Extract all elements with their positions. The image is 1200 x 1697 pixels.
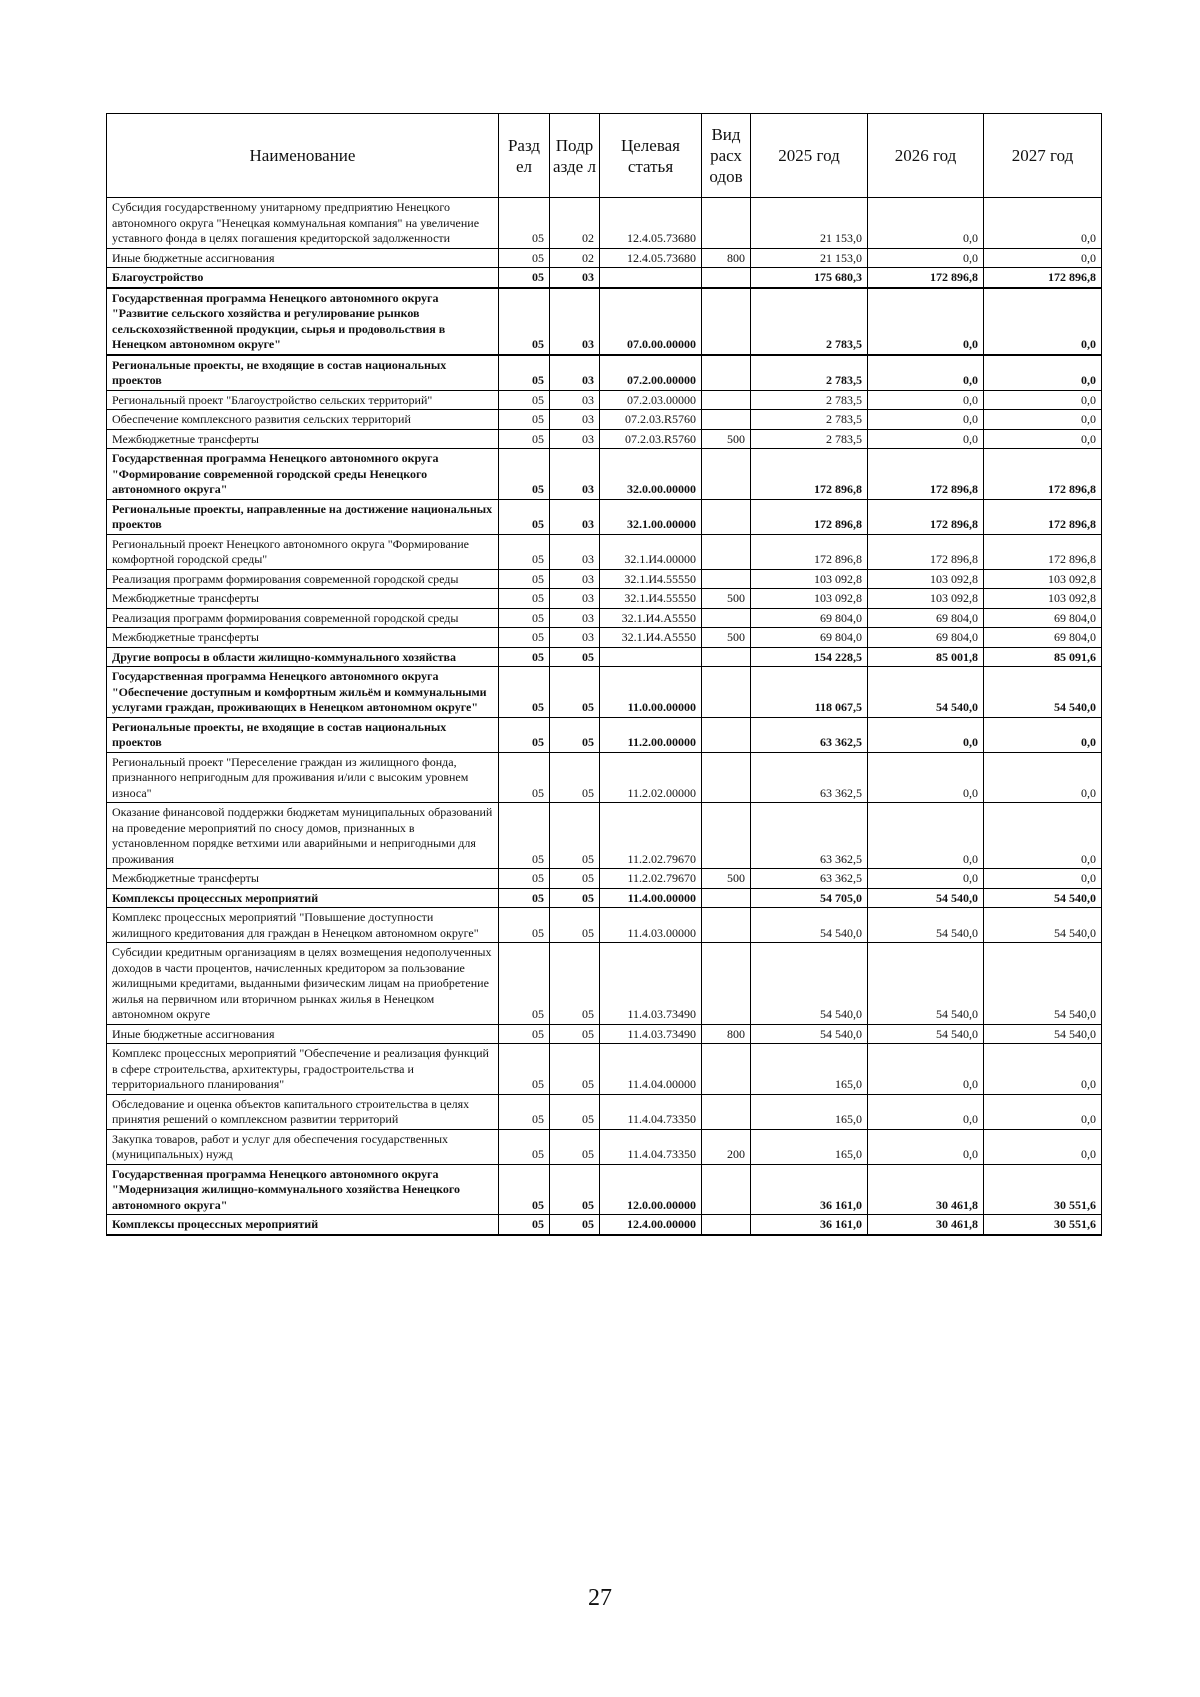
row-vr — [702, 717, 751, 752]
row-razdel: 05 — [499, 1164, 550, 1215]
row-podrazdel: 05 — [550, 667, 600, 718]
row-csr: 12.4.05.73680 — [600, 248, 702, 268]
table-row — [107, 499, 1102, 534]
row-amount-2027: 103 092,8 — [984, 569, 1102, 589]
row-amount-2026: 0,0 — [868, 355, 984, 391]
row-vr — [702, 1164, 751, 1215]
row-csr: 07.0.00.00000 — [600, 288, 702, 355]
row-podrazdel: 03 — [550, 628, 600, 648]
row-amount-2027: 54 540,0 — [984, 908, 1102, 943]
row-amount-2027: 0,0 — [984, 288, 1102, 355]
col-header-2027: 2027 год — [984, 114, 1102, 198]
table-row — [107, 288, 1102, 355]
row-podrazdel: 03 — [550, 589, 600, 609]
row-amount-2026: 69 804,0 — [868, 608, 984, 628]
row-razdel: 05 — [499, 268, 550, 288]
table-body — [107, 198, 1102, 1235]
row-name: Комплексы процессных мероприятий — [107, 888, 499, 908]
row-amount-2027: 0,0 — [984, 390, 1102, 410]
row-amount-2027: 69 804,0 — [984, 628, 1102, 648]
row-name: Межбюджетные трансферты — [107, 869, 499, 889]
table-row — [107, 869, 1102, 889]
row-podrazdel: 05 — [550, 1024, 600, 1044]
row-vr: 500 — [702, 589, 751, 609]
row-razdel: 05 — [499, 449, 550, 500]
row-csr: 32.1.И4.А5550 — [600, 628, 702, 648]
row-amount-2027: 54 540,0 — [984, 943, 1102, 1025]
row-podrazdel: 03 — [550, 499, 600, 534]
row-amount-2027: 0,0 — [984, 355, 1102, 391]
row-vr: 500 — [702, 628, 751, 648]
row-razdel: 05 — [499, 410, 550, 430]
row-podrazdel: 05 — [550, 752, 600, 803]
row-vr — [702, 803, 751, 869]
row-razdel: 05 — [499, 288, 550, 355]
row-podrazdel: 05 — [550, 1164, 600, 1215]
row-name: Обеспечение комплексного развития сельских территорий — [107, 410, 499, 430]
row-amount-2027: 103 092,8 — [984, 589, 1102, 609]
row-razdel: 05 — [499, 888, 550, 908]
table-row — [107, 1215, 1102, 1235]
table-row — [107, 628, 1102, 648]
row-amount-2026: 0,0 — [868, 410, 984, 430]
row-podrazdel: 03 — [550, 534, 600, 569]
row-amount-2026: 30 461,8 — [868, 1215, 984, 1235]
table-header-row — [107, 114, 1102, 198]
row-amount-2025: 69 804,0 — [751, 608, 868, 628]
row-csr: 32.1.И4.00000 — [600, 534, 702, 569]
col-header-podrazdel: Подр азде л — [550, 114, 600, 198]
row-csr: 11.4.03.00000 — [600, 908, 702, 943]
table-row — [107, 943, 1102, 1025]
row-amount-2027: 0,0 — [984, 1094, 1102, 1129]
row-name: Межбюджетные трансферты — [107, 589, 499, 609]
row-podrazdel: 05 — [550, 803, 600, 869]
row-amount-2026: 172 896,8 — [868, 499, 984, 534]
row-amount-2026: 172 896,8 — [868, 268, 984, 288]
table-row — [107, 803, 1102, 869]
row-vr — [702, 1094, 751, 1129]
row-podrazdel: 03 — [550, 390, 600, 410]
row-razdel: 05 — [499, 355, 550, 391]
row-vr — [702, 943, 751, 1025]
row-amount-2027: 0,0 — [984, 1129, 1102, 1164]
row-csr: 07.2.03.00000 — [600, 390, 702, 410]
col-header-csr: Целевая статья — [600, 114, 702, 198]
row-csr: 32.1.И4.55550 — [600, 589, 702, 609]
row-vr — [702, 499, 751, 534]
row-razdel: 05 — [499, 667, 550, 718]
col-header-name: Наименование — [107, 114, 499, 198]
table-row — [107, 888, 1102, 908]
row-csr: 11.4.03.73490 — [600, 943, 702, 1025]
row-amount-2025: 2 783,5 — [751, 390, 868, 410]
row-csr: 32.1.И4.А5550 — [600, 608, 702, 628]
row-amount-2026: 0,0 — [868, 717, 984, 752]
row-razdel: 05 — [499, 803, 550, 869]
row-razdel: 05 — [499, 1024, 550, 1044]
row-name: Межбюджетные трансферты — [107, 628, 499, 648]
row-vr — [702, 390, 751, 410]
row-amount-2025: 36 161,0 — [751, 1164, 868, 1215]
row-name: Комплекс процессных мероприятий "Повышение доступности жилищного кредитования для граждан в Ненецком автономном округе" — [107, 908, 499, 943]
row-name: Комплекс процессных мероприятий "Обеспечение и реализация функций в сфере строительства, архитектуры, градостроительства и территориального планирования" — [107, 1044, 499, 1095]
table-row — [107, 390, 1102, 410]
row-amount-2025: 172 896,8 — [751, 449, 868, 500]
row-podrazdel: 05 — [550, 908, 600, 943]
row-podrazdel: 03 — [550, 429, 600, 449]
row-amount-2026: 0,0 — [868, 1044, 984, 1095]
row-razdel: 05 — [499, 943, 550, 1025]
row-podrazdel: 05 — [550, 888, 600, 908]
row-vr — [702, 569, 751, 589]
row-amount-2026: 54 540,0 — [868, 1024, 984, 1044]
row-vr — [702, 608, 751, 628]
row-amount-2027: 30 551,6 — [984, 1164, 1102, 1215]
row-vr — [702, 888, 751, 908]
row-amount-2025: 103 092,8 — [751, 569, 868, 589]
row-razdel: 05 — [499, 647, 550, 667]
row-csr: 11.2.02.00000 — [600, 752, 702, 803]
row-csr: 32.1.И4.55550 — [600, 569, 702, 589]
table-row — [107, 1129, 1102, 1164]
row-amount-2025: 165,0 — [751, 1044, 868, 1095]
row-razdel: 05 — [499, 869, 550, 889]
row-amount-2027: 54 540,0 — [984, 888, 1102, 908]
row-name: Государственная программа Ненецкого автономного округа "Формирование современной городской среды Ненецкого автономного округа" — [107, 449, 499, 500]
row-podrazdel: 05 — [550, 1129, 600, 1164]
row-csr: 11.4.03.73490 — [600, 1024, 702, 1044]
row-vr — [702, 667, 751, 718]
row-name: Благоустройство — [107, 268, 499, 288]
table-row — [107, 449, 1102, 500]
row-csr: 11.4.04.73350 — [600, 1094, 702, 1129]
row-amount-2026: 103 092,8 — [868, 569, 984, 589]
row-name: Оказание финансовой поддержки бюджетам муниципальных образований на проведение мероприятий по сносу домов, признанных в установленном порядке ветхими или аварийными и непригодными для проживания — [107, 803, 499, 869]
row-razdel: 05 — [499, 248, 550, 268]
table-row — [107, 429, 1102, 449]
table-row — [107, 589, 1102, 609]
row-podrazdel: 05 — [550, 1215, 600, 1235]
row-name: Иные бюджетные ассигнования — [107, 1024, 499, 1044]
row-amount-2025: 36 161,0 — [751, 1215, 868, 1235]
row-vr: 800 — [702, 1024, 751, 1044]
row-podrazdel: 05 — [550, 717, 600, 752]
row-razdel: 05 — [499, 1215, 550, 1235]
row-amount-2025: 172 896,8 — [751, 499, 868, 534]
table-row — [107, 647, 1102, 667]
row-podrazdel: 02 — [550, 248, 600, 268]
row-amount-2026: 0,0 — [868, 288, 984, 355]
row-amount-2026: 0,0 — [868, 752, 984, 803]
row-amount-2025: 54 540,0 — [751, 1024, 868, 1044]
row-podrazdel: 05 — [550, 1044, 600, 1095]
row-amount-2025: 154 228,5 — [751, 647, 868, 667]
row-amount-2026: 0,0 — [868, 429, 984, 449]
row-vr — [702, 752, 751, 803]
row-podrazdel: 03 — [550, 410, 600, 430]
row-amount-2026: 0,0 — [868, 390, 984, 410]
row-podrazdel: 05 — [550, 869, 600, 889]
row-podrazdel: 02 — [550, 198, 600, 249]
row-amount-2025: 165,0 — [751, 1094, 868, 1129]
row-amount-2027: 172 896,8 — [984, 534, 1102, 569]
row-razdel: 05 — [499, 628, 550, 648]
col-header-vr: Вид расх одов — [702, 114, 751, 198]
table-row — [107, 248, 1102, 268]
row-amount-2026: 54 540,0 — [868, 888, 984, 908]
row-amount-2027: 0,0 — [984, 717, 1102, 752]
row-csr: 11.2.02.79670 — [600, 869, 702, 889]
table-row — [107, 608, 1102, 628]
row-csr: 07.2.03.R5760 — [600, 429, 702, 449]
col-header-2025: 2025 год — [751, 114, 868, 198]
row-amount-2025: 69 804,0 — [751, 628, 868, 648]
table-row — [107, 198, 1102, 249]
table-row — [107, 268, 1102, 288]
page-number: 27 — [588, 1585, 612, 1611]
row-csr: 12.4.05.73680 — [600, 198, 702, 249]
row-amount-2025: 63 362,5 — [751, 869, 868, 889]
row-amount-2027: 0,0 — [984, 752, 1102, 803]
budget-table — [106, 113, 1102, 1236]
row-podrazdel: 03 — [550, 569, 600, 589]
row-name: Региональные проекты, направленные на достижение национальных проектов — [107, 499, 499, 534]
table-row — [107, 717, 1102, 752]
row-razdel: 05 — [499, 589, 550, 609]
row-vr — [702, 198, 751, 249]
row-razdel: 05 — [499, 534, 550, 569]
row-amount-2027: 85 091,6 — [984, 647, 1102, 667]
col-header-razdel: Разд ел — [499, 114, 550, 198]
row-name: Реализация программ формирования современной городской среды — [107, 608, 499, 628]
row-csr: 11.4.04.73350 — [600, 1129, 702, 1164]
row-vr — [702, 1044, 751, 1095]
row-amount-2025: 63 362,5 — [751, 803, 868, 869]
row-amount-2026: 172 896,8 — [868, 449, 984, 500]
row-name: Другие вопросы в области жилищно-коммунального хозяйства — [107, 647, 499, 667]
table-row — [107, 752, 1102, 803]
row-name: Комплексы процессных мероприятий — [107, 1215, 499, 1235]
row-csr: 12.0.00.00000 — [600, 1164, 702, 1215]
row-amount-2027: 0,0 — [984, 429, 1102, 449]
row-csr: 32.1.00.00000 — [600, 499, 702, 534]
row-amount-2027: 172 896,8 — [984, 449, 1102, 500]
row-csr — [600, 268, 702, 288]
row-vr — [702, 449, 751, 500]
row-vr — [702, 534, 751, 569]
row-amount-2026: 0,0 — [868, 248, 984, 268]
row-amount-2026: 54 540,0 — [868, 908, 984, 943]
row-amount-2027: 172 896,8 — [984, 499, 1102, 534]
row-amount-2026: 54 540,0 — [868, 667, 984, 718]
row-amount-2027: 69 804,0 — [984, 608, 1102, 628]
row-amount-2025: 172 896,8 — [751, 534, 868, 569]
row-razdel: 05 — [499, 1094, 550, 1129]
row-vr — [702, 647, 751, 667]
row-amount-2027: 30 551,6 — [984, 1215, 1102, 1235]
row-razdel: 05 — [499, 390, 550, 410]
row-podrazdel: 03 — [550, 355, 600, 391]
row-amount-2027: 0,0 — [984, 410, 1102, 430]
row-amount-2025: 2 783,5 — [751, 288, 868, 355]
table-row — [107, 1164, 1102, 1215]
row-name: Иные бюджетные ассигнования — [107, 248, 499, 268]
row-razdel: 05 — [499, 752, 550, 803]
row-amount-2025: 165,0 — [751, 1129, 868, 1164]
row-amount-2025: 54 540,0 — [751, 908, 868, 943]
row-name: Государственная программа Ненецкого автономного округа "Обеспечение доступным и комфортным жильём и коммунальными услугами граждан, проживающих в Ненецком автономном округе" — [107, 667, 499, 718]
row-name: Региональные проекты, не входящие в состав национальных проектов — [107, 717, 499, 752]
row-amount-2025: 2 783,5 — [751, 410, 868, 430]
row-amount-2026: 0,0 — [868, 803, 984, 869]
row-razdel: 05 — [499, 569, 550, 589]
row-razdel: 05 — [499, 908, 550, 943]
row-name: Государственная программа Ненецкого автономного округа "Модернизация жилищно-коммунального хозяйства Ненецкого автономного округа" — [107, 1164, 499, 1215]
row-vr — [702, 908, 751, 943]
col-header-2026: 2026 год — [868, 114, 984, 198]
row-podrazdel: 03 — [550, 268, 600, 288]
row-name: Региональные проекты, не входящие в состав национальных проектов — [107, 355, 499, 391]
row-razdel: 05 — [499, 717, 550, 752]
row-amount-2026: 30 461,8 — [868, 1164, 984, 1215]
row-amount-2027: 0,0 — [984, 248, 1102, 268]
table-row — [107, 667, 1102, 718]
row-amount-2025: 54 705,0 — [751, 888, 868, 908]
row-name: Обследование и оценка объектов капитального строительства в целях принятия решений о комплексном развитии территорий — [107, 1094, 499, 1129]
row-name: Субсидия государственному унитарному предприятию Ненецкого автономного округа "Ненецкая коммунальная компания" на увеличение уставного фонда в целях погашения кредиторской задолженности — [107, 198, 499, 249]
row-vr: 500 — [702, 869, 751, 889]
row-amount-2026: 0,0 — [868, 1094, 984, 1129]
row-amount-2027: 54 540,0 — [984, 1024, 1102, 1044]
row-amount-2025: 54 540,0 — [751, 943, 868, 1025]
table-row — [107, 569, 1102, 589]
row-amount-2026: 0,0 — [868, 198, 984, 249]
row-vr — [702, 268, 751, 288]
row-amount-2025: 21 153,0 — [751, 198, 868, 249]
row-csr: 12.4.00.00000 — [600, 1215, 702, 1235]
row-name: Региональный проект Ненецкого автономного округа "Формирование комфортной городской среды" — [107, 534, 499, 569]
row-csr: 11.2.02.79670 — [600, 803, 702, 869]
row-amount-2025: 118 067,5 — [751, 667, 868, 718]
row-razdel: 05 — [499, 608, 550, 628]
row-razdel: 05 — [499, 198, 550, 249]
row-amount-2025: 2 783,5 — [751, 355, 868, 391]
row-amount-2025: 103 092,8 — [751, 589, 868, 609]
row-csr: 11.0.00.00000 — [600, 667, 702, 718]
row-amount-2027: 0,0 — [984, 869, 1102, 889]
row-amount-2026: 0,0 — [868, 869, 984, 889]
row-csr: 11.2.00.00000 — [600, 717, 702, 752]
row-amount-2026: 0,0 — [868, 1129, 984, 1164]
row-amount-2027: 0,0 — [984, 803, 1102, 869]
row-razdel: 05 — [499, 499, 550, 534]
row-amount-2027: 172 896,8 — [984, 268, 1102, 288]
row-name: Региональный проект "Благоустройство сельских территорий" — [107, 390, 499, 410]
row-amount-2026: 85 001,8 — [868, 647, 984, 667]
row-name: Региональный проект "Переселение граждан из жилищного фонда, признанного непригодным для проживания и/или с высоким уровнем износа" — [107, 752, 499, 803]
row-podrazdel: 05 — [550, 1094, 600, 1129]
table-row — [107, 410, 1102, 430]
row-amount-2026: 54 540,0 — [868, 943, 984, 1025]
row-amount-2027: 0,0 — [984, 198, 1102, 249]
row-csr — [600, 647, 702, 667]
row-csr: 11.4.00.00000 — [600, 888, 702, 908]
row-amount-2025: 63 362,5 — [751, 752, 868, 803]
row-csr: 07.2.03.R5760 — [600, 410, 702, 430]
row-amount-2025: 21 153,0 — [751, 248, 868, 268]
row-amount-2026: 172 896,8 — [868, 534, 984, 569]
row-amount-2027: 54 540,0 — [984, 667, 1102, 718]
row-amount-2027: 0,0 — [984, 1044, 1102, 1095]
row-amount-2025: 2 783,5 — [751, 429, 868, 449]
row-razdel: 05 — [499, 429, 550, 449]
row-podrazdel: 03 — [550, 449, 600, 500]
row-podrazdel: 03 — [550, 608, 600, 628]
table-row — [107, 355, 1102, 391]
row-vr — [702, 355, 751, 391]
row-csr: 11.4.04.00000 — [600, 1044, 702, 1095]
row-vr: 500 — [702, 429, 751, 449]
row-name: Государственная программа Ненецкого автономного округа "Развитие сельского хозяйства и регулирование рынков сельскохозяйственной продукции, сырья и продовольствия в Ненецком автономном округе" — [107, 288, 499, 355]
row-razdel: 05 — [499, 1129, 550, 1164]
row-vr: 200 — [702, 1129, 751, 1164]
row-vr: 800 — [702, 248, 751, 268]
row-name: Закупка товаров, работ и услуг для обеспечения государственных (муниципальных) нужд — [107, 1129, 499, 1164]
row-name: Межбюджетные трансферты — [107, 429, 499, 449]
row-csr: 32.0.00.00000 — [600, 449, 702, 500]
row-vr — [702, 410, 751, 430]
table-row — [107, 908, 1102, 943]
row-csr: 07.2.00.00000 — [600, 355, 702, 391]
table-row — [107, 1024, 1102, 1044]
row-podrazdel: 03 — [550, 288, 600, 355]
table-row — [107, 1044, 1102, 1095]
row-razdel: 05 — [499, 1044, 550, 1095]
row-amount-2025: 175 680,3 — [751, 268, 868, 288]
row-name: Реализация программ формирования современной городской среды — [107, 569, 499, 589]
row-podrazdel: 05 — [550, 943, 600, 1025]
row-amount-2026: 103 092,8 — [868, 589, 984, 609]
row-vr — [702, 288, 751, 355]
row-amount-2026: 69 804,0 — [868, 628, 984, 648]
row-name: Субсидии кредитным организациям в целях возмещения недополученных доходов в части процентов, начисленных кредитором за пользование жилищными кредитами, выданными физическим лицам на приобретение жилья на первичном или вторичном рынках жилья в Ненецком автономном округе — [107, 943, 499, 1025]
table-row — [107, 534, 1102, 569]
row-vr — [702, 1215, 751, 1235]
row-podrazdel: 05 — [550, 647, 600, 667]
row-amount-2025: 63 362,5 — [751, 717, 868, 752]
table-row — [107, 1094, 1102, 1129]
